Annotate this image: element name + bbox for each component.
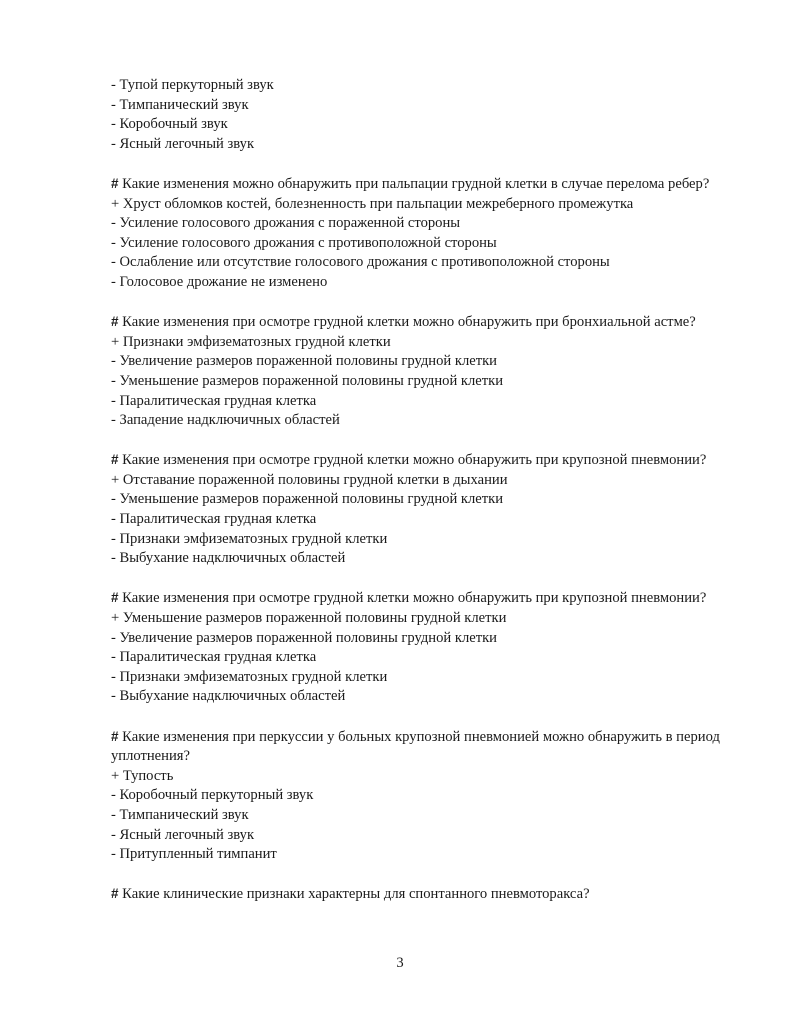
answer-option: - Выбухание надключичных областей	[111, 688, 346, 705]
answer-option: - Тупой перкуторный звук	[111, 77, 274, 93]
answer-option: - Усиление голосового дрожания с пораженной стороны	[111, 215, 461, 232]
answer-option: - Голосовое дрожание не изменено	[111, 273, 328, 290]
answer-option: - Уменьшение размеров пораженной половины грудной клетки	[111, 372, 504, 389]
question-block	[111, 312, 751, 431]
question-text	[111, 174, 751, 195]
question-block	[111, 884, 751, 905]
answer-option: - Коробочный перкуторный звук	[111, 787, 314, 804]
page-number: 3	[396, 955, 404, 971]
answer-option: + Уменьшение размеров пораженной половины грудной клетки	[111, 610, 507, 627]
question-mark: #	[111, 886, 119, 902]
answer-option: - Усиление голосового дрожания с противоположной стороны	[111, 234, 497, 251]
question-label: Какие изменения при перкуссии у больных крупозной пневмонией можно обнаружить в период уплотнения?	[111, 728, 720, 765]
answer-option: - Западение надключичных областей	[111, 412, 340, 429]
answer-option: - Тимпанический звук	[111, 806, 249, 823]
question-text	[111, 312, 751, 333]
question-text	[111, 727, 751, 767]
answer-option: + Тупость	[111, 767, 174, 784]
answer-option: - Уменьшение размеров пораженной половины грудной клетки	[111, 491, 504, 508]
question-mark: #	[111, 314, 119, 330]
answer-option: - Увеличение размеров пораженной половины грудной клетки	[111, 629, 497, 646]
question-label: Какие изменения при осмотре грудной клетки можно обнаружить при бронхиальной астме?	[122, 314, 696, 331]
document-page	[111, 76, 751, 905]
question-mark: #	[111, 452, 119, 468]
answer-option: - Ясный легочный звук	[111, 135, 255, 152]
top-options-list	[111, 76, 751, 154]
answer-option: + Признаки эмфизематозных грудной клетки	[111, 333, 391, 350]
question-label: Какие изменения при осмотре грудной клетки можно обнаружить при крупозной пневмонии?	[122, 452, 707, 469]
question-block	[111, 727, 751, 865]
answer-option: - Паралитическая грудная клетка	[111, 392, 317, 409]
answer-option: - Увеличение размеров пораженной половины грудной клетки	[111, 353, 497, 370]
answer-option: + Отставание пораженной половины грудной клетки в дыхании	[111, 471, 508, 488]
answer-option: + Хруст обломков костей, болезненность при пальпации межреберного промежутка	[111, 195, 634, 212]
question-mark: #	[111, 590, 119, 606]
answer-option: - Притупленный тимпанит	[111, 846, 277, 863]
question-block	[111, 588, 751, 707]
answer-option: - Паралитическая грудная клетка	[111, 511, 317, 528]
answer-option: - Выбухание надключичных областей	[111, 550, 346, 567]
question-mark: #	[111, 728, 119, 744]
answer-option: - Коробочный звук	[111, 116, 228, 133]
question-mark: #	[111, 175, 119, 191]
question-text	[111, 450, 751, 471]
question-label: Какие клинические признаки характерны для спонтанного пневмоторакса?	[122, 886, 590, 903]
question-text	[111, 884, 751, 905]
question-label: Какие изменения можно обнаружить при пальпации грудной клетки в случае перелома ребер?	[122, 175, 710, 192]
question-text	[111, 588, 751, 609]
question-label: Какие изменения при осмотре грудной клетки можно обнаружить при крупозной пневмонии?	[122, 590, 707, 607]
question-block	[111, 450, 751, 569]
answer-option: - Ясный легочный звук	[111, 826, 255, 843]
question-block	[111, 174, 751, 293]
answer-option: - Признаки эмфизематозных грудной клетки	[111, 530, 388, 547]
answer-option: - Тимпанический звук	[111, 96, 249, 113]
answer-option: - Ослабление или отсутствие голосового дрожания с противоположной стороны	[111, 254, 610, 271]
answer-option: - Признаки эмфизематозных грудной клетки	[111, 668, 388, 685]
answer-option: - Паралитическая грудная клетка	[111, 649, 317, 666]
